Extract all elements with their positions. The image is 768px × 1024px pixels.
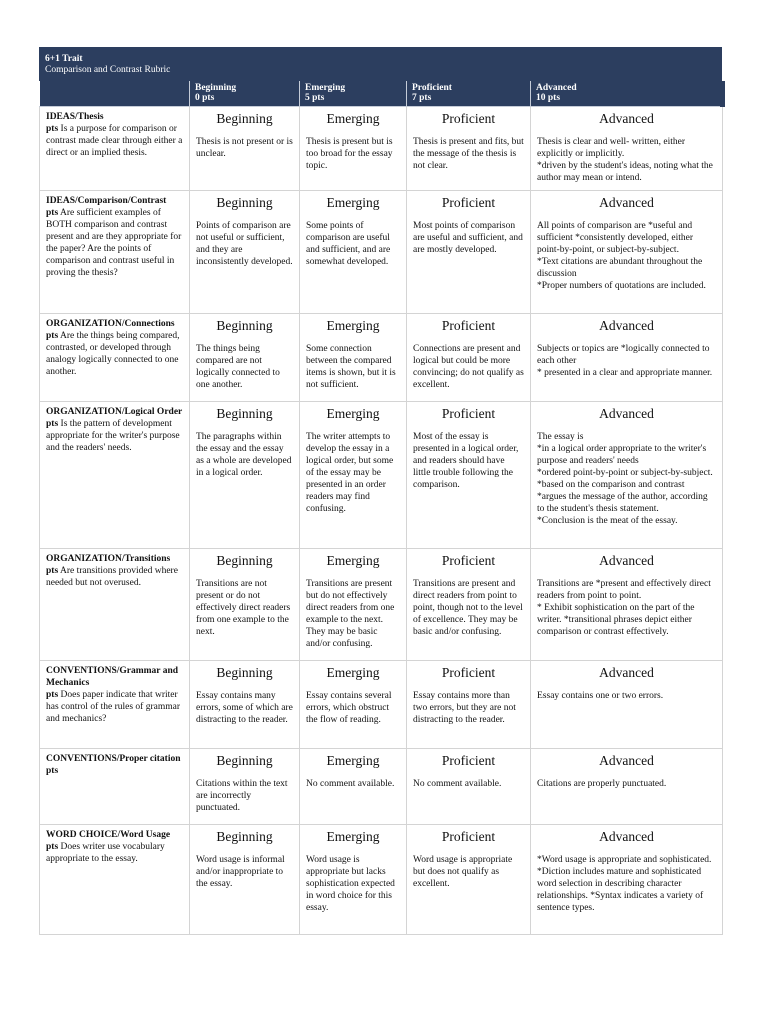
rating-description: No comment available. — [413, 779, 502, 789]
criterion-row — [40, 314, 723, 402]
rating-level: Emerging — [326, 195, 380, 210]
rating-level: Beginning — [216, 753, 273, 768]
rating-level: Beginning — [216, 665, 273, 680]
rating-description: Transitions are present but do not effectively direct readers from one example to the next. They may be basic and/or confusing. — [306, 579, 395, 649]
rating-description: Word usage is appropriate but does not qualify as excellent. — [413, 855, 513, 889]
rating-cell — [531, 661, 723, 749]
rating-cell — [190, 314, 300, 402]
rating-cell — [407, 749, 531, 825]
criterion-question: Are transitions provided where needed but not overused. — [46, 566, 178, 588]
rating-description: Subjects or topics are *logically connected to each other * presented in a clear and appropriate manner. — [537, 344, 713, 378]
criterion-cell — [40, 314, 190, 402]
column-header — [40, 81, 190, 107]
rubric-header — [39, 47, 722, 81]
column-header — [300, 81, 407, 107]
rating-level: Emerging — [326, 406, 380, 421]
rating-cell — [300, 749, 407, 825]
criterion-cell — [40, 825, 190, 935]
rating-cell — [300, 825, 407, 935]
rating-cell — [531, 825, 723, 935]
rating-level: Proficient — [441, 406, 496, 421]
rating-level: Emerging — [326, 111, 380, 126]
rating-cell — [300, 661, 407, 749]
criterion-title: IDEAS/Comparison/Contrast — [46, 196, 167, 206]
criterion-question: Are the things being compared, contrasted, or developed through analogy logically connected to one another. — [46, 331, 180, 377]
criterion-question: Are sufficient examples of BOTH comparison and contrast present and are they appropriate for the paper? Are the points of comparison and contrast useful in proving the thesis? — [46, 208, 182, 278]
rating-description: Thesis is clear and well- written, either explicitly or implicitly. *driven by the student's ideas, noting what the author may mean or intend. — [537, 137, 713, 183]
column-header-label: Emerging — [305, 83, 346, 93]
rating-cell — [300, 191, 407, 314]
criterion-row — [40, 191, 723, 314]
criterion-cell — [40, 191, 190, 314]
criterion-pts: pts — [46, 842, 59, 852]
criterion-cell — [40, 661, 190, 749]
rating-level: Proficient — [441, 111, 496, 126]
rating-cell — [407, 191, 531, 314]
rating-description: Essay contains many errors, some of which are distracting to the reader. — [196, 691, 293, 725]
rating-cell — [531, 402, 723, 549]
criterion-title: CONVENTIONS/Proper citation — [46, 754, 181, 764]
rating-description: The writer attempts to develop the essay in a logical order, but some of the essay may be presented in an order readers may find confusing. — [306, 432, 394, 514]
criterion-row — [40, 107, 723, 191]
rating-description: Citations within the text are incorrectly punctuated. — [196, 779, 288, 813]
column-header-points: 10 pts — [536, 93, 561, 103]
criterion-row — [40, 749, 723, 825]
criterion-pts: pts — [46, 331, 59, 341]
criterion-pts: pts — [46, 208, 59, 218]
column-header — [531, 81, 723, 107]
rating-description: Essay contains more than two errors, but they are not distracting to the reader. — [413, 691, 516, 725]
criterion-pts: pts — [46, 124, 59, 134]
rating-cell — [190, 825, 300, 935]
rating-description: Word usage is informal and/or inappropriate to the essay. — [196, 855, 285, 889]
criterion-title: ORGANIZATION/Connections — [46, 319, 175, 329]
rubric-subtitle: Comparison and Contrast Rubric — [45, 65, 171, 75]
rating-cell — [531, 191, 723, 314]
rating-description: Thesis is present and fits, but the message of the thesis is not clear. — [413, 137, 524, 171]
rating-cell — [300, 549, 407, 661]
rating-description: No comment available. — [306, 779, 395, 789]
rating-level: Emerging — [326, 553, 380, 568]
criterion-title: WORD CHOICE/Word Usage — [46, 830, 171, 840]
rating-cell — [190, 749, 300, 825]
column-header-label: Beginning — [195, 83, 237, 93]
criterion-title: IDEAS/Thesis — [46, 112, 104, 122]
criterion-title: CONVENTIONS/Grammar and Mechanics — [46, 666, 179, 688]
criterion-row — [40, 549, 723, 661]
rating-level: Emerging — [326, 318, 380, 333]
rating-level: Beginning — [216, 553, 273, 568]
rating-description: Most points of comparison are useful and sufficient, and are mostly developed. — [413, 221, 523, 255]
column-header — [407, 81, 531, 107]
rating-level: Beginning — [216, 406, 273, 421]
rating-cell — [300, 107, 407, 191]
rating-level: Proficient — [441, 553, 496, 568]
rating-description: Most of the essay is presented in a logical order, and readers should have little trouble following the comparison. — [413, 432, 519, 490]
rating-description: The things being compared are not logically connected to one another. — [196, 344, 280, 390]
rubric-title: 6+1 Trait — [45, 54, 83, 64]
rating-level: Beginning — [216, 829, 273, 844]
criterion-question: Does paper indicate that writer has control of the rules of grammar and mechanics? — [46, 690, 181, 724]
rating-level: Advanced — [599, 829, 654, 844]
rating-description: Connections are present and logical but could be more convincing; do not qualify as excellent. — [413, 344, 524, 390]
criterion-pts: pts — [46, 690, 59, 700]
rating-cell — [190, 107, 300, 191]
rating-level: Proficient — [441, 195, 496, 210]
rating-description: Transitions are present and direct readers from point to point, though not to the level of excellence. They may be basic and/or confusing. — [413, 579, 523, 637]
rating-cell — [190, 191, 300, 314]
rating-level: Advanced — [599, 665, 654, 680]
criterion-row — [40, 825, 723, 935]
rating-level: Emerging — [326, 753, 380, 768]
rating-description: Thesis is not present or is unclear. — [196, 137, 293, 159]
rating-level: Beginning — [216, 195, 273, 210]
criterion-question: Does writer use vocabulary appropriate to the essay. — [46, 842, 165, 864]
rating-description: Thesis is present but is too broad for the essay topic. — [306, 137, 393, 171]
rubric-table — [39, 81, 725, 935]
rating-cell — [531, 314, 723, 402]
criterion-cell — [40, 549, 190, 661]
rating-description: The essay is *in a logical order appropriate to the writer's purpose and readers' needs *ordered point-by-point or subject-by-subject. *based on the comparison and contrast *argues the message of the author, according to the student's thesis statement. *Conclusion is the meat of the essay. — [537, 432, 713, 526]
column-header-row — [40, 81, 723, 107]
criterion-pts: pts — [46, 419, 59, 429]
rating-cell — [407, 549, 531, 661]
criterion-row — [40, 661, 723, 749]
column-header-label: Advanced — [536, 83, 577, 93]
rating-level: Advanced — [599, 406, 654, 421]
criterion-row — [40, 402, 723, 549]
rating-level: Beginning — [216, 318, 273, 333]
column-header-points: 5 pts — [305, 93, 325, 103]
rating-cell — [407, 402, 531, 549]
rating-level: Advanced — [599, 195, 654, 210]
rating-level: Beginning — [216, 111, 273, 126]
criterion-pts: pts — [46, 766, 59, 776]
rating-level: Proficient — [441, 318, 496, 333]
rating-cell — [190, 661, 300, 749]
criterion-pts: pts — [46, 566, 59, 576]
rating-description: Points of comparison are not useful or sufficient, and they are inconsistently developed. — [196, 221, 293, 267]
rating-cell — [531, 549, 723, 661]
rating-level: Proficient — [441, 665, 496, 680]
rating-description: *Word usage is appropriate and sophisticated. *Diction includes mature and sophisticated word selection in describing character relationships. *Syntax indicates a variety of sentence types. — [537, 855, 712, 913]
criterion-cell — [40, 107, 190, 191]
column-header — [190, 81, 300, 107]
rating-description: Essay contains several errors, which obstruct the flow of reading. — [306, 691, 392, 725]
rating-level: Advanced — [599, 111, 654, 126]
rating-description: Some connection between the compared items is shown, but it is not sufficient. — [306, 344, 396, 390]
rating-cell — [531, 107, 723, 191]
column-header-label: Proficient — [412, 83, 452, 93]
rating-description: Some points of comparison are useful and sufficient, and are somewhat developed. — [306, 221, 391, 267]
rating-description: Essay contains one or two errors. — [537, 691, 664, 701]
rating-cell — [407, 107, 531, 191]
rating-cell — [407, 825, 531, 935]
rating-description: Word usage is appropriate but lacks sophistication expected in word choice for this essay. — [306, 855, 395, 913]
criterion-cell — [40, 402, 190, 549]
column-header-points: 7 pts — [412, 93, 432, 103]
rating-level: Proficient — [441, 829, 496, 844]
rating-cell — [300, 314, 407, 402]
rating-cell — [407, 314, 531, 402]
criterion-title: ORGANIZATION/Transitions — [46, 554, 171, 564]
rating-description: Transitions are not present or do not effectively direct readers from one example to the next. — [196, 579, 291, 637]
rating-level: Advanced — [599, 753, 654, 768]
criterion-cell — [40, 749, 190, 825]
rating-description: Citations are properly punctuated. — [537, 779, 667, 789]
rating-level: Emerging — [326, 829, 380, 844]
rating-description: The paragraphs within the essay and the essay as a whole are developed in a logical order. — [196, 432, 292, 478]
rating-cell — [531, 749, 723, 825]
criterion-question: Is the pattern of development appropriate for the writer's purpose and the readers' needs. — [46, 419, 180, 453]
rubric — [39, 47, 722, 935]
rating-level: Emerging — [326, 665, 380, 680]
rating-cell — [190, 402, 300, 549]
rating-cell — [190, 549, 300, 661]
criterion-question: Is a purpose for comparison or contrast made clear through either a direct or an implied thesis. — [46, 124, 183, 158]
rating-description: All points of comparison are *useful and sufficient *consistently developed, either point-by-point, or subject-by-subject. *Text citations are abundant throughout the discussion *Proper numbers of quotations are included. — [537, 221, 706, 291]
rating-level: Advanced — [599, 553, 654, 568]
column-header-points: 0 pts — [195, 93, 215, 103]
criterion-title: ORGANIZATION/Logical Order — [46, 407, 183, 417]
rating-cell — [407, 661, 531, 749]
rating-cell — [300, 402, 407, 549]
rating-level: Proficient — [441, 753, 496, 768]
rating-level: Advanced — [599, 318, 654, 333]
rating-description: Transitions are *present and effectively direct readers from point to point. * Exhibit sophistication on the part of the writer. *transitional phrases depict either comparison or contrast effectively. — [537, 579, 711, 637]
